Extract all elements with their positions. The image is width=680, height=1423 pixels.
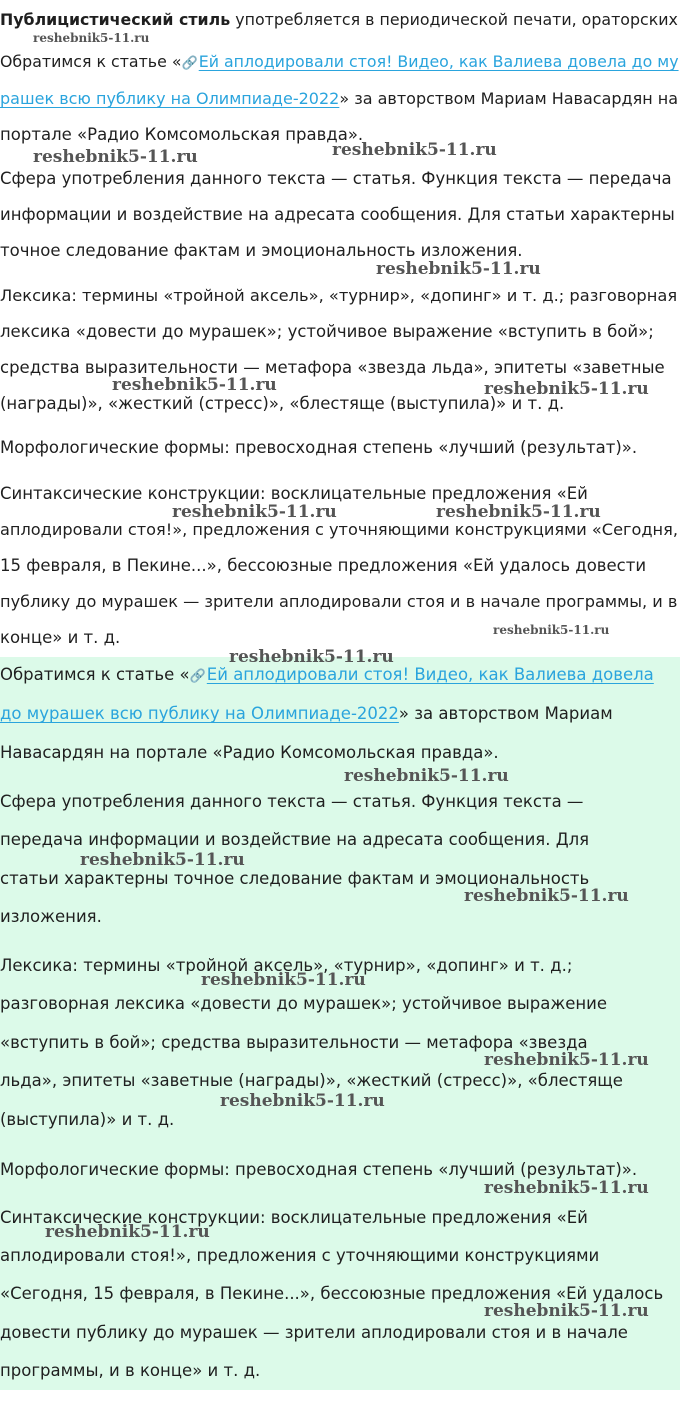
article-link-part-1[interactable]: Ей аплодировали стоя! Видео, как Валиева довела <box>206 665 654 684</box>
lexis-line: «вступить в бой»; средства выразительности — метафора «звезда <box>0 1033 588 1052</box>
watermark: reshebnik5-11.ru <box>344 766 509 786</box>
morph-line: Морфологические формы: превосходная степень «лучший (результат)». <box>0 438 638 457</box>
syntax-line: «Сегодня, 15 февраля, в Пекине...», бессоюзные предложения «Ей удалось <box>0 1284 664 1303</box>
watermark: reshebnik5-11.ru <box>464 886 629 906</box>
syntax-line: конце» и т. д. <box>0 628 121 647</box>
watermark: reshebnik5-11.ru <box>436 502 601 522</box>
watermark: reshebnik5-11.ru <box>229 647 394 667</box>
lexis-line: лексика «довести до мурашек»; устойчивое выражение «вступить в бой»; <box>0 322 654 341</box>
watermark: reshebnik5-11.ru <box>201 970 366 990</box>
article-link-part-1[interactable]: Ей аплодировали стоя! Видео, как Валиева довела до му <box>198 52 679 71</box>
watermark: reshebnik5-11.ru <box>33 31 150 45</box>
watermark: reshebnik5-11.ru <box>376 259 541 279</box>
style-term: Публицистический стиль <box>0 10 231 29</box>
watermark: reshebnik5-11.ru <box>172 502 337 522</box>
article-line-3: Навасардян на портале «Радио Комсомольская правда». <box>0 743 499 762</box>
lexis-line: льда», эпитеты «заветные (награды)», «жесткий (стресс)», «блестяще <box>0 1071 623 1090</box>
article-line-3: портале «Радио Комсомольская правда». <box>0 125 364 144</box>
watermark: reshebnik5-11.ru <box>45 1222 210 1242</box>
watermark: reshebnik5-11.ru <box>80 850 245 870</box>
lexis-line: Лексика: термины «тройной аксель», «турнир», «допинг» и т. д.; разговорная <box>0 286 678 305</box>
article-line-2: рашек всю публику на Олимпиаде-2022» за авторством Мариам Навасардян на <box>0 89 679 108</box>
watermark: reshebnik5-11.ru <box>220 1091 385 1111</box>
syntax-line: публику до мурашек — зрители аплодировали стоя и в начале программы, и в <box>0 592 678 611</box>
syntax-line: 15 февраля, в Пекине...», бессоюзные предложения «Ей удалось довести <box>0 556 647 575</box>
link-icon: 🔗 <box>189 669 206 684</box>
syntax-line: Синтаксические конструкции: восклицательные предложения «Ей <box>0 484 588 503</box>
link-icon: 🔗 <box>181 56 198 71</box>
watermark: reshebnik5-11.ru <box>493 623 610 637</box>
article-line-1: Обратимся к статье «🔗Ей аплодировали стоя! Видео, как Валиева довела до му <box>0 51 679 73</box>
syntax-line: программы, и в конце» и т. д. <box>0 1361 261 1380</box>
lexis-line: (награды)», «жесткий (стресс)», «блестяще (выступила)» и т. д. <box>0 394 565 413</box>
syntax-line: Синтаксические конструкции: восклицательные предложения «Ей <box>0 1208 588 1227</box>
sphere-line: Сфера употребления данного текста — статья. Функция текста — <box>0 792 584 811</box>
section-2-background <box>0 657 680 1390</box>
watermark: reshebnik5-11.ru <box>33 147 198 167</box>
article-link-part-2[interactable]: до мурашек всю публику на Олимпиаде-2022 <box>0 704 399 723</box>
watermark: reshebnik5-11.ru <box>112 375 277 395</box>
watermark: reshebnik5-11.ru <box>484 1301 649 1321</box>
syntax-line: довести публику до мурашек — зрители аплодировали стоя и в начале <box>0 1323 628 1342</box>
sphere-line: передача информации и воздействие на адресата сообщения. Для <box>0 830 590 849</box>
sphere-line: Сфера употребления данного текста — статья. Функция текста — передача <box>0 169 672 188</box>
lexis-line: Лексика: термины «тройной аксель», «турнир», «допинг» и т. д.; <box>0 956 573 975</box>
morph-line: Морфологические формы: превосходная степень «лучший (результат)». <box>0 1160 638 1179</box>
lexis-line: средства выразительности — метафора «звезда льда», эпитеты «заветные <box>0 358 665 377</box>
article-line-1: Обратимся к статье «🔗Ей аплодировали стоя! Видео, как Валиева довела <box>0 664 654 686</box>
sphere-line: точное следование фактам и эмоциональность изложения. <box>0 241 523 260</box>
sphere-line: информации и воздействие на адресата сообщения. Для статьи характерны <box>0 205 675 224</box>
sphere-line: изложения. <box>0 907 102 926</box>
intro-paragraph: Публицистический стиль употребляется в периодической печати, ораторских <box>0 10 678 29</box>
watermark: reshebnik5-11.ru <box>332 140 497 160</box>
lexis-line: (выступила)» и т. д. <box>0 1110 175 1129</box>
sphere-line: статьи характерны точное следование фактам и эмоциональность <box>0 869 590 888</box>
article-line-2: до мурашек всю публику на Олимпиаде-2022» за авторством Мариам <box>0 704 613 723</box>
watermark: reshebnik5-11.ru <box>484 1178 649 1198</box>
watermark: reshebnik5-11.ru <box>484 379 649 399</box>
lexis-line: разговорная лексика «довести до мурашек»; устойчивое выражение <box>0 994 608 1013</box>
syntax-line: аплодировали стоя!», предложения с уточняющими конструкциями «Сегодня, <box>0 520 678 539</box>
article-link-part-2[interactable]: рашек всю публику на Олимпиаде-2022 <box>0 89 340 108</box>
syntax-line: аплодировали стоя!», предложения с уточняющими конструкциями <box>0 1246 600 1265</box>
watermark: reshebnik5-11.ru <box>484 1050 649 1070</box>
